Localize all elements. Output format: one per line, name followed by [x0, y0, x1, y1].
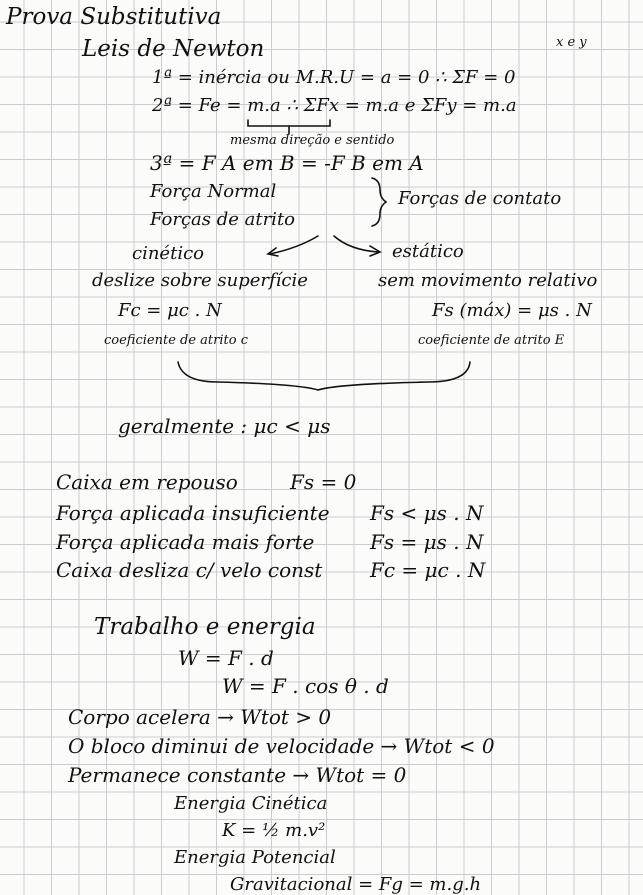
work-formula-2: W = F . cos θ . d: [222, 674, 389, 698]
law2-bracket: [248, 120, 330, 126]
law-3: 3ª = F A em B = -F B em A: [150, 151, 424, 175]
case-result: Fs = 0: [290, 470, 357, 494]
work-formula-1: W = F . d: [178, 646, 274, 670]
arrow-static: [334, 236, 378, 252]
kinetic-desc: deslize sobre superfície: [92, 270, 308, 291]
decelerates-line: O bloco diminui de velocidade → Wtot < 0: [68, 734, 495, 758]
case-label: Força aplicada insuficiente: [56, 501, 330, 525]
kinetic-coef: coeficiente de atrito c: [104, 333, 248, 348]
arrow-kinetic: [270, 236, 318, 254]
law-2: 2ª = Fe = m.a ∴ ΣFx = m.a e ΣFy = m.a: [152, 95, 517, 116]
columns-brace: [178, 362, 470, 390]
generally-note: geralmente : μc < μs: [118, 414, 331, 438]
case-label: Caixa em repouso: [56, 470, 238, 494]
work-heading: Trabalho e energia: [94, 614, 316, 640]
kinetic-energy-formula: K = ½ m.v²: [222, 820, 326, 841]
page-title: Prova Substitutiva: [6, 4, 222, 30]
kinetic-energy-heading: Energia Cinética: [174, 793, 328, 814]
constant-line: Permanece constante → Wtot = 0: [68, 763, 407, 787]
case-result: Fs = μs . N: [370, 530, 484, 554]
potential-energy-heading: Energia Potencial: [174, 847, 336, 868]
newton-heading: Leis de Newton: [82, 36, 265, 62]
case-label: Caixa desliza c/ velo const: [56, 558, 323, 582]
kinetic-formula: Fc = μc . N: [118, 300, 222, 321]
static-formula: Fs (máx) = μs . N: [432, 300, 592, 321]
accelerates-line: Corpo acelera → Wtot > 0: [68, 705, 332, 729]
normal-force: Força Normal: [150, 181, 277, 202]
friction-forces: Forças de atrito: [150, 209, 296, 230]
case-result: Fc = μc . N: [370, 558, 486, 582]
case-label: Força aplicada mais forte: [56, 530, 315, 554]
static-title: estático: [392, 241, 464, 262]
law-2-note: mesma direção e sentido: [230, 133, 395, 148]
contact-forces: Forças de contato: [398, 188, 562, 209]
static-desc: sem movimento relativo: [378, 270, 598, 291]
case-result: Fs < μs . N: [370, 501, 484, 525]
static-coef: coeficiente de atrito E: [418, 333, 565, 348]
kinetic-title: cinético: [132, 243, 204, 264]
law-1: 1ª = inércia ou M.R.U = a = 0 ∴ ΣF = 0: [152, 67, 516, 88]
gravitational-formula: Gravitacional = Fg = m.g.h: [230, 874, 482, 895]
contact-brace: [372, 178, 386, 226]
axes-note: x e y: [556, 35, 587, 50]
